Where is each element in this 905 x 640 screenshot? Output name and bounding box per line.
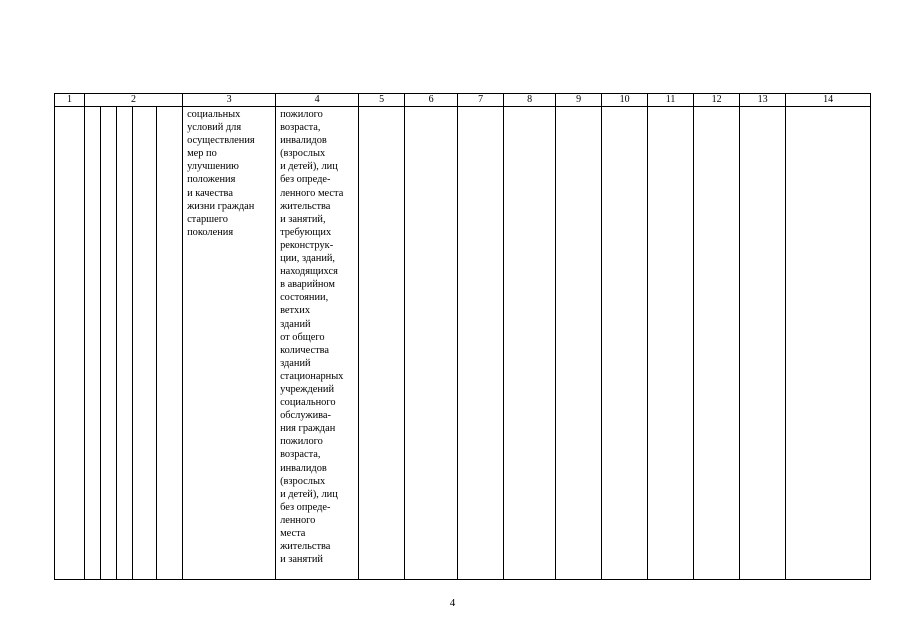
cell-col-13 — [740, 107, 786, 580]
header-col-1: 1 — [55, 94, 85, 107]
cell-col-2c — [117, 107, 133, 580]
header-col-8: 8 — [504, 94, 556, 107]
cell-col-2a — [85, 107, 101, 580]
header-col-9: 9 — [556, 94, 602, 107]
cell-col-3 — [183, 107, 276, 580]
cell-col-11 — [648, 107, 694, 580]
cell-col-12 — [694, 107, 740, 580]
cell-col-2d — [133, 107, 157, 580]
header-col-5: 5 — [359, 94, 405, 107]
cell-col-7 — [458, 107, 504, 580]
cell-col-3-text: социальных условий для осуществления мер по улучшению положения и качества жизни граждан старшего поколения — [187, 109, 255, 238]
header-col-2: 2 — [85, 94, 183, 107]
cell-col-14 — [786, 107, 871, 580]
cell-col-4-text: пожилого возраста, инвалидов (взрослых и детей), лиц без опреде- ленного места жительства и занятий, требующих реконструк- ции, зданий, находящихся в аварийном состоянии, ветхих зданий от общего количества зданий стационарных учреждений социального обслужива- ния граждан пожилого возраста, инвалидов (взрослых и детей), лиц без опреде- ленного места жительства и занятий — [280, 109, 344, 566]
cell-col-1 — [55, 107, 85, 580]
cell-col-4 — [276, 107, 359, 580]
header-col-6: 6 — [405, 94, 458, 107]
cell-col-10 — [602, 107, 648, 580]
page-number: 4 — [449, 597, 456, 609]
header-col-10: 10 — [602, 94, 648, 107]
cell-col-8 — [504, 107, 556, 580]
data-table — [54, 93, 871, 580]
header-col-11: 11 — [648, 94, 694, 107]
cell-col-2b — [101, 107, 117, 580]
cell-col-9 — [556, 107, 602, 580]
cell-col-2e — [157, 107, 183, 580]
header-col-12: 12 — [694, 94, 740, 107]
header-col-7: 7 — [458, 94, 504, 107]
header-row — [55, 94, 871, 107]
header-col-13: 13 — [740, 94, 786, 107]
header-col-4: 4 — [276, 94, 359, 107]
cell-col-6 — [405, 107, 458, 580]
table-row — [55, 107, 871, 580]
cell-col-5 — [359, 107, 405, 580]
header-col-14: 14 — [786, 94, 871, 107]
header-col-3: 3 — [183, 94, 276, 107]
